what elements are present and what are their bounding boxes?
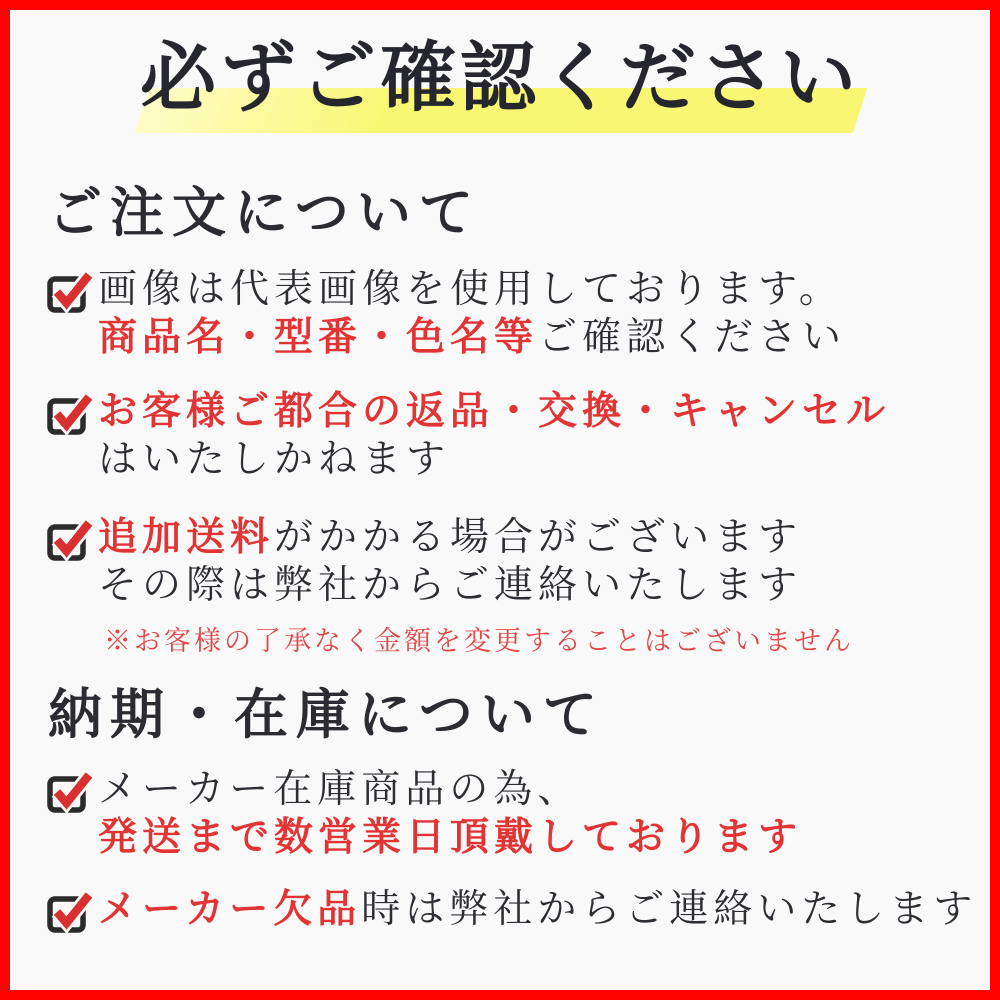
item-footnote: ※お客様の了承なく金額を変更することはございません <box>104 626 854 656</box>
checklist-item-maker-shortage <box>46 886 977 936</box>
item-text-line <box>98 266 846 314</box>
checkbox-checked-icon <box>46 768 94 816</box>
checklist-item-extra-shipping <box>46 514 854 656</box>
item-text <box>98 514 854 656</box>
item-text-line <box>98 766 802 814</box>
text-segment-emphasis: 発送まで数営業日頂戴しております <box>98 816 803 859</box>
text-segment: がかかる場合がございます <box>274 516 803 559</box>
item-text-line <box>98 886 977 934</box>
checkbox-checked-icon <box>46 516 94 564</box>
item-text <box>98 266 846 362</box>
item-text-line <box>98 814 802 862</box>
text-segment: 時は弊社からご連絡いたします <box>361 888 978 931</box>
text-segment: はいたしかねます <box>98 438 451 481</box>
title-block <box>10 10 990 160</box>
item-text-line <box>98 562 854 610</box>
section-heading-orders: ご注文について <box>48 183 481 243</box>
section-heading-delivery-stock: 納期・在庫について <box>48 685 605 745</box>
item-text <box>98 388 890 484</box>
text-segment: その際は弊社からご連絡いたします <box>98 564 803 607</box>
text-segment: メーカー在庫商品の為、 <box>98 768 582 811</box>
checkbox-checked-icon <box>46 888 94 936</box>
item-text-line <box>98 314 846 362</box>
checkbox-checked-icon <box>46 268 94 316</box>
text-segment-emphasis: 商品名・型番・色名等 <box>98 316 539 359</box>
item-text <box>98 766 802 862</box>
checklist-item-maker-stock <box>46 766 802 862</box>
item-text-line <box>98 436 890 484</box>
checklist-item-representative-image <box>46 266 846 362</box>
text-segment-emphasis: メーカー欠品 <box>98 888 362 931</box>
text-segment: 画像は代表画像を使用しております。 <box>98 268 843 311</box>
text-segment: ご確認ください <box>538 316 847 359</box>
text-segment-emphasis: お客様ご都合の返品・交換・キャンセル <box>98 390 891 433</box>
item-text <box>98 886 977 934</box>
page-title: 必ずご確認ください <box>140 37 860 121</box>
checkbox-checked-icon <box>46 390 94 438</box>
item-text-line <box>98 388 890 436</box>
checklist-item-no-returns <box>46 388 890 484</box>
text-segment-emphasis: 追加送料 <box>98 516 275 559</box>
item-text-line <box>98 514 854 562</box>
